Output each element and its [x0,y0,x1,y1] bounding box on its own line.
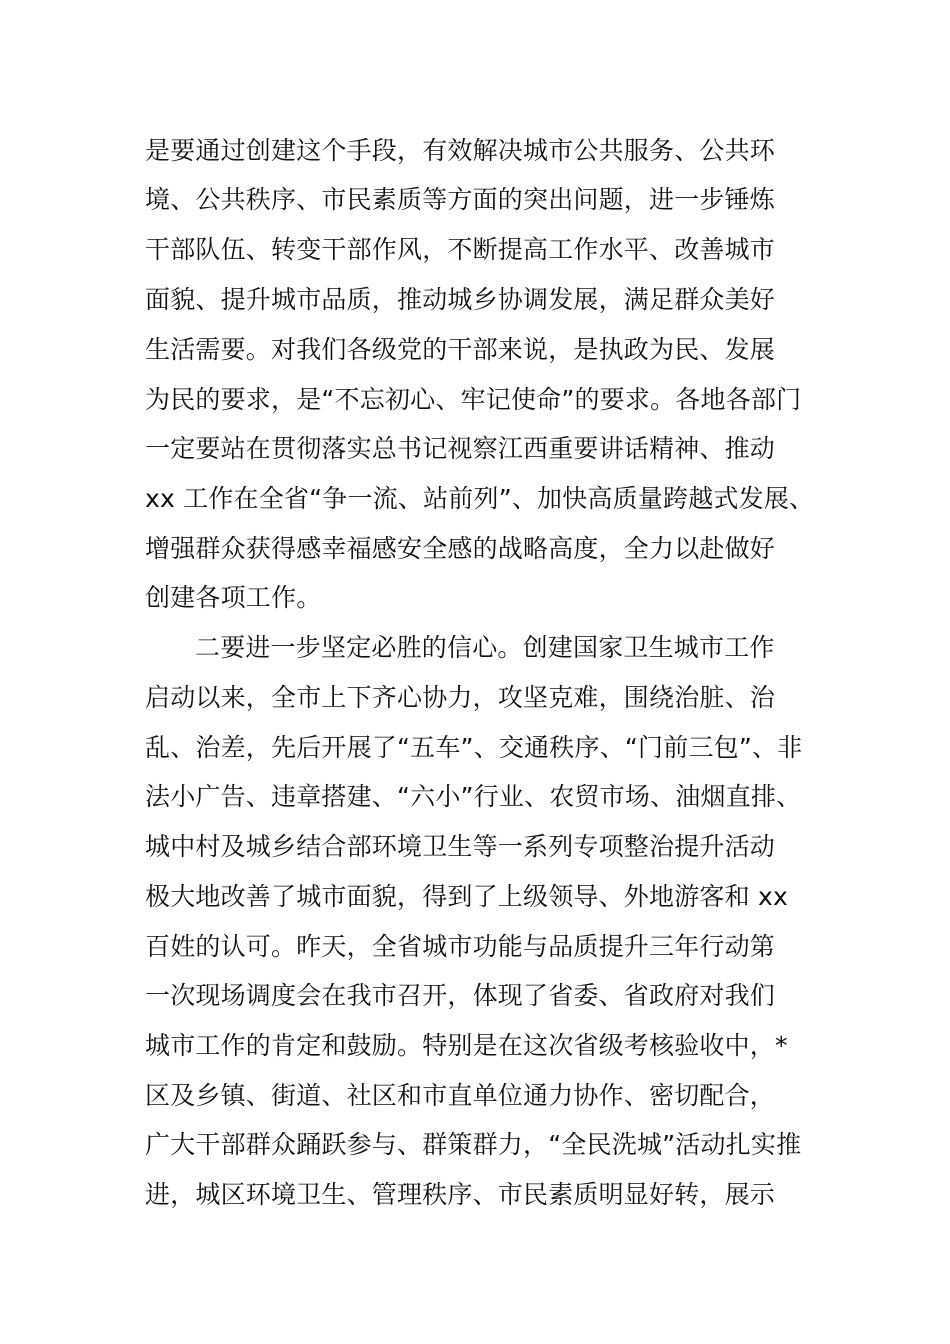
text-line: 创建各项工作。 [145,583,322,612]
text-line: 法小广告、违章搭建、“六小”行业、农贸市场、油烟直排、 [145,782,802,811]
text-line: 城中村及城乡结合部环境卫生等一系列专项整治提升活动 [145,832,776,861]
text-line: 乱、治差，先后开展了“五车”、交通秩序、“门前三包”、非 [145,733,803,762]
text-line: 区及乡镇、街道、社区和市直单位通力协作、密切配合， [145,1081,776,1110]
text-line: 境、公共秩序、市民素质等方面的突出问题，进一步锤炼 [145,185,776,214]
text-line: 一定要站在贯彻落实总书记视察江西重要讲话精神、推动 [145,434,776,463]
text-line: 增强群众获得感幸福感安全感的战略高度，全力以赴做好 [145,534,776,563]
text-line: 启动以来，全市上下齐心协力，攻坚克难，围绕治脏、治 [145,683,776,712]
text-line: 百姓的认可。昨天，全省城市功能与品质提升三年行动第 [145,932,776,961]
text-line: 是要通过创建这个手段，有效解决城市公共服务、公共环 [145,136,776,165]
text-line: 极大地改善了城市面貌，得到了上级领导、外地游客和 xx [145,882,788,911]
text-line: xx 工作在全省“争一流、站前列”、加快高质量跨越式发展、 [145,484,815,513]
text-line: 干部队伍、转变干部作风，不断提高工作水平、改善城市 [145,235,776,264]
text-line: 一次现场调度会在我市召开，体现了省委、省政府对我们 [145,981,776,1010]
text-line: 生活需要。对我们各级党的干部来说，是执政为民、发展 [145,335,776,364]
paragraph-start-line: 二要进一步坚定必胜的信心。创建国家卫生城市工作 [195,633,775,662]
text-line: 广大干部群众踊跃参与、群策群力，“全民洗城”活动扎实推 [145,1130,802,1159]
text-line: 为民的要求，是“不忘初心、牢记使命”的要求。各地各部门 [145,385,802,414]
text-line: 进，城区环境卫生、管理秩序、市民素质明显好转，展示 [145,1180,776,1209]
text-line: 面貌、提升城市品质，推动城乡协调发展，满足群众美好 [145,285,776,314]
text-line: 城市工作的肯定和鼓励。特别是在这次省级考核验收中，* [145,1031,788,1060]
